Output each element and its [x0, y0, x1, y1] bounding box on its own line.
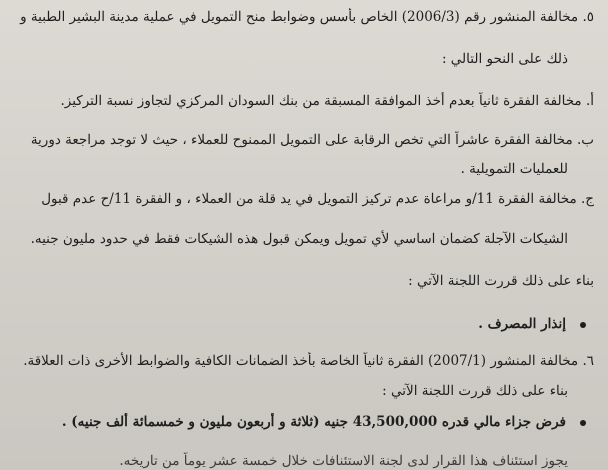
sub-item-c-line-1: ج. مخالفة الفقرة 11/و مراعاة عدم تركيز التمويل في يد قلة من العملاء ، و الفقرة 11/ح عدم قبول: [41, 191, 594, 207]
sub-item-a: أ. مخالفة الفقرة ثانياً بعدم أخذ الموافقة المسبقة من بنك السودان المركزي لتجاوز نسبة التركيز.: [60, 93, 594, 109]
decision-bullet-1-text: إنذار المصرف .: [478, 316, 566, 332]
decision-bullet-1: [8, 315, 586, 333]
decision-bullet-2-text: فرض جزاء مالي قدره 43,500,000 جنيه (ثلاثة و أربعون مليون و خمسمائة ألف جنيه) .: [61, 414, 566, 430]
sub-item-b-line-2: للعمليات التمويلية .: [460, 161, 568, 177]
item-6-line: ٦. مخالفة المنشور (2007/1) الفقرة ثانياً الخاصة بأخذ الضمانات الكافية والضوابط الأخرى ذات العلاقة.: [23, 353, 594, 369]
sub-item-b-line-1: ب. مخالفة الفقرة عاشراً التي تخص الرقابة على التمويل الممنوح للعملاء ، حيث لا توجد مراجعة دورية: [30, 132, 594, 148]
item-5-line-2: ذلك على النحو التالي :: [441, 51, 568, 67]
bullet-icon: [580, 420, 586, 426]
appeal-note: يجوز استئناف هذا القرار لدى لجنة الاستئنافات خلال خمسة عشر يوماً من تاريخه.: [119, 453, 568, 469]
item-5-line-1: ٥. مخالفة المنشور رقم (2006/3) الخاص بأسس وضوابط منح التمويل في عملية مدينة البشير الطبية و: [20, 9, 594, 25]
sub-item-c-line-2: الشيكات الآجلة كضمان اساسي لأي تمويل ويمكن قبول هذه الشيكات فقط في حدود مليون جنيه.: [30, 231, 568, 247]
decision-intro-1: بناء على ذلك قررت اللجنة الآتي :: [408, 273, 594, 289]
decision-intro-2: بناء على ذلك قررت اللجنة الآتي :: [382, 383, 568, 399]
bullet-icon: [580, 322, 586, 328]
decision-bullet-2: [8, 413, 586, 431]
